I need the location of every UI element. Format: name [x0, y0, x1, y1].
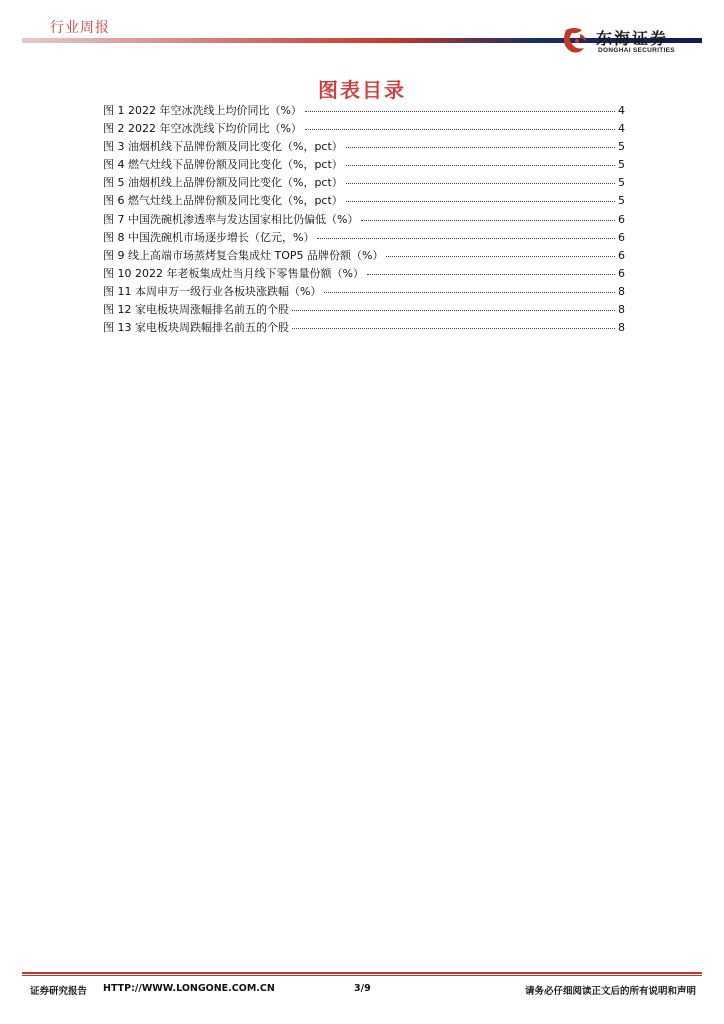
logo-subtitle: DONGHAI SECURITIES: [598, 47, 675, 54]
toc-entry[interactable]: [103, 283, 625, 301]
toc-entry-page: 8: [618, 284, 625, 298]
toc-entry-label: 图 5 油烟机线上品牌份额及同比变化（%，pct）: [103, 176, 343, 190]
toc-leader-dots: [346, 191, 615, 202]
footer-rule-thin: [22, 975, 702, 976]
logo-name: 东海证券: [596, 29, 669, 48]
toc-entry-page: 5: [618, 176, 625, 190]
toc-entry-label: 图 11 本周申万一级行业各板块涨跌幅（%）: [103, 284, 322, 298]
footer-url-link[interactable]: HTTP://WWW.LONGONE.COM.CN: [103, 983, 275, 994]
footer-rule: [22, 972, 702, 974]
toc-entry-label: 图 9 线上高端市场蒸烤复合集成灶 TOP5 品牌份额（%）: [103, 248, 384, 262]
toc-entry[interactable]: [103, 319, 625, 337]
toc-entry-page: 4: [618, 122, 625, 136]
toc-leader-dots: [292, 300, 615, 311]
report-type-tag: 行业周报: [50, 20, 110, 36]
toc-entry-label: 图 1 2022 年空冰洗线上均价同比（%）: [103, 104, 302, 117]
toc-entry-page: 6: [618, 266, 625, 280]
toc-entry-page: 5: [618, 158, 625, 172]
toc-entry[interactable]: [103, 265, 625, 283]
toc-entry-label: 图 8 中国洗碗机市场逐步增长（亿元，%）: [103, 230, 315, 244]
toc-entry[interactable]: [103, 211, 625, 229]
toc-entry[interactable]: [103, 192, 625, 210]
toc-leader-dots: [386, 246, 615, 257]
toc-leader-dots: [305, 119, 615, 130]
toc-entry-page: 6: [618, 212, 625, 226]
toc-entry[interactable]: [103, 102, 625, 120]
toc-leader-dots: [361, 210, 615, 221]
footer-page-number: 3/9: [354, 983, 371, 994]
toc-entry-label: 图 12 家电板块周涨幅排名前五的个股: [103, 303, 289, 317]
toc-leader-dots: [324, 282, 615, 293]
toc-entry-label: 图 13 家电板块周跌幅排名前五的个股: [103, 321, 289, 335]
toc-entry[interactable]: [103, 301, 625, 319]
toc-leader-dots: [346, 137, 615, 148]
donghai-logo-icon: [560, 24, 592, 56]
toc-leader-dots: [317, 228, 615, 239]
toc-entry[interactable]: [103, 156, 625, 174]
footer-report-label: 证券研究报告: [30, 986, 88, 997]
toc-entry-label: 图 10 2022 年老板集成灶当月线下零售量份额（%）: [103, 266, 364, 280]
toc-leader-dots: [367, 264, 615, 275]
toc-title: 图表目录: [318, 78, 406, 102]
company-logo: [560, 20, 710, 58]
toc-leader-dots: [346, 155, 615, 166]
toc-entry-page: 5: [618, 194, 625, 208]
toc-entry-page: 5: [618, 140, 625, 154]
toc-entry-page: 8: [618, 321, 625, 335]
toc-entry-page: 4: [618, 104, 625, 117]
toc-list: [103, 102, 625, 337]
toc-leader-dots: [346, 173, 615, 184]
toc-entry[interactable]: [103, 229, 625, 247]
toc-entry[interactable]: [103, 174, 625, 192]
toc-entry-label: 图 6 燃气灶线上品牌份额及同比变化（%，pct）: [103, 194, 343, 208]
footer-disclaimer: 请务必仔细阅读正文后的所有说明和声明: [524, 986, 696, 997]
toc-entry[interactable]: [103, 247, 625, 265]
toc-entry[interactable]: [103, 138, 625, 156]
toc-entry-label: 图 7 中国洗碗机渗透率与发达国家相比仍偏低（%）: [103, 212, 359, 226]
toc-entry-page: 6: [618, 248, 625, 262]
toc-entry-page: 6: [618, 230, 625, 244]
toc-entry-label: 图 4 燃气灶线下品牌份额及同比变化（%，pct）: [103, 158, 343, 172]
toc-entry-page: 8: [618, 303, 625, 317]
toc-leader-dots: [305, 101, 615, 112]
toc-entry-label: 图 2 2022 年空冰洗线下均价同比（%）: [103, 122, 302, 136]
toc-entry-label: 图 3 油烟机线下品牌份额及同比变化（%，pct）: [103, 140, 343, 154]
toc-entry[interactable]: [103, 120, 625, 138]
toc-leader-dots: [292, 318, 615, 329]
